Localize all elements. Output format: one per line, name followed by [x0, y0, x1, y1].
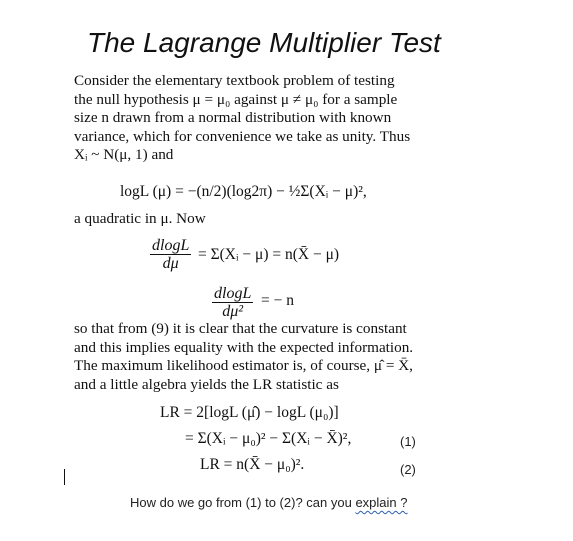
conclusion-line: and this implies equality with the expected information. — [74, 338, 414, 356]
conclusion-line: The maximum likelihood estimator is, of course, μ̂ = X̄, — [74, 357, 413, 375]
intro-line: the null hypothesis μ = μ₀ against μ ≠ μ₀ for a sample — [74, 90, 398, 108]
intro-line: variance, which for convenience we take as unity. Thus — [74, 127, 411, 145]
conclusion-paragraph — [74, 320, 413, 394]
lr-equation-line-3: LR = n(X̄ − μ₀)². — [200, 456, 305, 473]
equation-label-2: (2) — [400, 462, 416, 477]
second-derivative-denominator: dμ² — [222, 303, 244, 320]
intro-line: Consider the elementary textbook problem of testing — [74, 72, 395, 89]
lr-equation-line-1: LR = 2[logL (μ̂) − logL (μ₀)] — [160, 404, 339, 421]
first-derivative-numerator: dlogL — [152, 237, 190, 254]
text-cursor — [64, 469, 65, 485]
loglikelihood-equation: logL (μ) = −(n/2)(log2π) − ½Σ(Xᵢ − μ)², — [120, 183, 367, 200]
spellcheck-flagged-word[interactable]: explain ? — [355, 495, 408, 510]
first-derivative-fraction — [150, 237, 191, 272]
document-title: The Lagrange Multiplier Test — [87, 27, 441, 58]
intro-line: Xᵢ ~ N(μ, 1) and — [74, 146, 174, 164]
question-text[interactable] — [130, 495, 407, 510]
intro-paragraph — [74, 72, 410, 165]
second-derivative-fraction — [212, 285, 253, 320]
first-derivative-rhs: = Σ(Xᵢ − μ) = n(X̄ − μ) — [198, 246, 340, 263]
second-derivative-rhs: = − n — [261, 292, 294, 309]
second-derivative-numerator: dlogL — [214, 285, 252, 302]
conclusion-line: so that from (9) it is clear that the curvature is constant — [74, 320, 407, 337]
equation-label-1: (1) — [400, 434, 416, 449]
quadratic-text: a quadratic in μ. Now — [74, 210, 206, 227]
first-derivative-denominator: dμ — [162, 255, 179, 272]
intro-line: size n drawn from a normal distribution with known — [74, 109, 392, 127]
lr-equation-line-2: = Σ(Xᵢ − μ₀)² − Σ(Xᵢ − X̄)², — [185, 430, 352, 447]
conclusion-line: and a little algebra yields the LR statistic as — [74, 375, 339, 393]
question-prefix: How do we go from (1) to (2)? can you — [130, 495, 356, 510]
